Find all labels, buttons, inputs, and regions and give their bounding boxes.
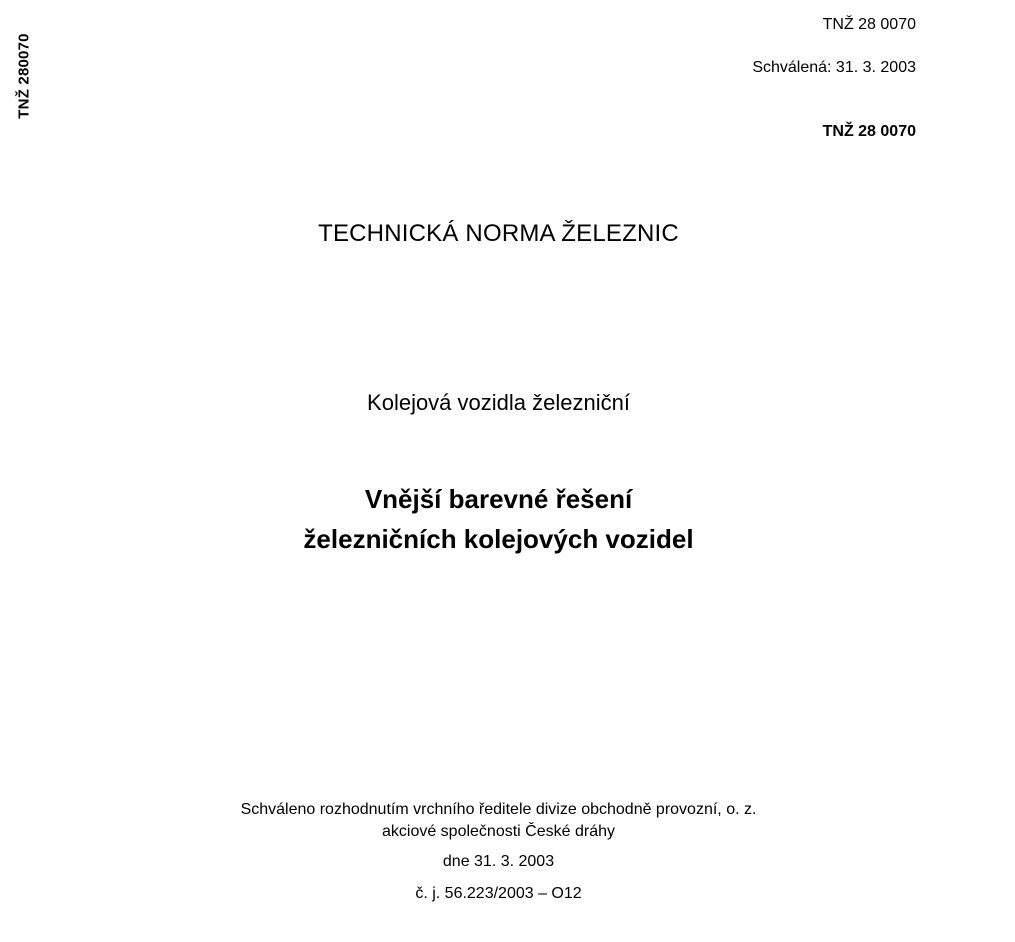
approval-line-1: Schváleno rozhodnutím vrchního ředitele divize obchodně provozní, o. z. <box>240 801 757 818</box>
document-title-line-2: železničních kolejových vozidel <box>303 524 694 554</box>
header-approval-date: Schválená: 31. 3. 2003 <box>752 59 916 76</box>
document-title <box>0 479 997 559</box>
document-category: Kolejová vozidla železniční <box>367 390 630 415</box>
norm-title: TECHNICKÁ NORMA ŽELEZNIC <box>318 220 679 247</box>
approval-date: dne 31. 3. 2003 <box>442 853 555 870</box>
header-norm-code-bold: TNŽ 28 0070 <box>822 123 916 140</box>
side-document-code <box>11 24 37 128</box>
approval-line-2: akciové společnosti České dráhy <box>381 823 615 840</box>
approval-statement <box>0 799 997 843</box>
approval-reference-number: č. j. 56.223/2003 – O12 <box>415 885 582 902</box>
header-norm-code: TNŽ 28 0070 <box>822 16 916 33</box>
document-title-line-1: Vnější barevné řešení <box>364 484 633 514</box>
side-code-text: TNŽ 280070 <box>15 33 33 119</box>
